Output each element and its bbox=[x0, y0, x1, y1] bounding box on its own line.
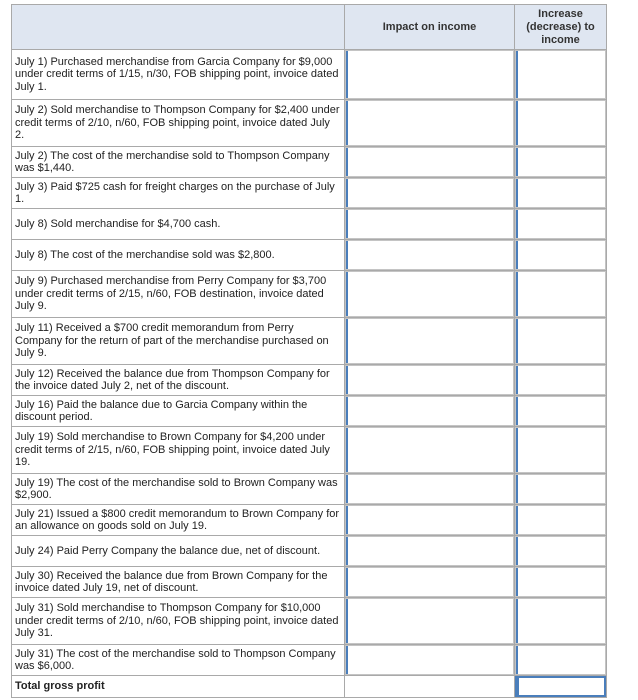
total-gross-profit-label: Total gross profit bbox=[12, 676, 345, 698]
change-cell bbox=[515, 427, 607, 474]
change-input[interactable] bbox=[515, 536, 606, 566]
impact-cell bbox=[345, 536, 515, 567]
impact-input[interactable] bbox=[345, 100, 514, 146]
transaction-description: July 19) The cost of the merchandise sold to Brown Company was $2,900. bbox=[12, 474, 345, 505]
transaction-description: July 1) Purchased merchandise from Garcia Company for $9,000 under credit terms of 1/15, n/30, FOB shipping point, invoice dated July 1. bbox=[12, 50, 345, 100]
change-input[interactable] bbox=[515, 178, 606, 208]
total-change-cell bbox=[515, 676, 607, 698]
table-row bbox=[12, 505, 607, 536]
change-cell bbox=[515, 271, 607, 318]
impact-input[interactable] bbox=[345, 50, 514, 99]
total-row bbox=[12, 676, 607, 698]
transaction-description: July 2) The cost of the merchandise sold to Thompson Company was $1,440. bbox=[12, 147, 345, 178]
header-description bbox=[12, 5, 345, 50]
transaction-description: July 8) The cost of the merchandise sold was $2,800. bbox=[12, 240, 345, 271]
table-row bbox=[12, 100, 607, 147]
impact-cell bbox=[345, 209, 515, 240]
change-cell bbox=[515, 365, 607, 396]
transaction-description: July 19) Sold merchandise to Brown Company for $4,200 under credit terms of 2/15, n/60, FOB shipping point, invoice dated July 19. bbox=[12, 427, 345, 474]
change-cell bbox=[515, 474, 607, 505]
impact-cell bbox=[345, 147, 515, 178]
impact-cell bbox=[345, 427, 515, 474]
change-input[interactable] bbox=[515, 396, 606, 426]
impact-input[interactable] bbox=[345, 505, 514, 535]
change-input[interactable] bbox=[515, 147, 606, 177]
table-row bbox=[12, 427, 607, 474]
total-gross-profit-input[interactable] bbox=[515, 676, 606, 697]
impact-cell bbox=[345, 271, 515, 318]
change-input[interactable] bbox=[515, 567, 606, 597]
transaction-description: July 3) Paid $725 cash for freight charges on the purchase of July 1. bbox=[12, 178, 345, 209]
transaction-description: July 12) Received the balance due from Thompson Company for the invoice dated July 2, net of the discount. bbox=[12, 365, 345, 396]
change-cell bbox=[515, 178, 607, 209]
impact-input[interactable] bbox=[345, 396, 514, 426]
impact-cell bbox=[345, 100, 515, 147]
change-input[interactable] bbox=[515, 474, 606, 504]
table-row bbox=[12, 318, 607, 365]
table-row bbox=[12, 365, 607, 396]
impact-cell bbox=[345, 240, 515, 271]
change-cell bbox=[515, 100, 607, 147]
change-cell bbox=[515, 147, 607, 178]
change-cell bbox=[515, 396, 607, 427]
table-row bbox=[12, 178, 607, 209]
change-cell bbox=[515, 209, 607, 240]
impact-input[interactable] bbox=[345, 474, 514, 504]
table-row bbox=[12, 598, 607, 645]
impact-input[interactable] bbox=[345, 598, 514, 644]
impact-cell bbox=[345, 178, 515, 209]
table-row bbox=[12, 396, 607, 427]
impact-input[interactable] bbox=[345, 240, 514, 270]
total-impact-empty bbox=[345, 676, 515, 698]
transaction-description: July 31) The cost of the merchandise sold to Thompson Company was $6,000. bbox=[12, 645, 345, 676]
change-cell bbox=[515, 318, 607, 365]
change-cell bbox=[515, 536, 607, 567]
impact-cell bbox=[345, 365, 515, 396]
change-input[interactable] bbox=[515, 50, 606, 99]
change-input[interactable] bbox=[515, 209, 606, 239]
impact-input[interactable] bbox=[345, 645, 514, 675]
transaction-description: July 24) Paid Perry Company the balance due, net of discount. bbox=[12, 536, 345, 567]
impact-input[interactable] bbox=[345, 365, 514, 395]
change-input[interactable] bbox=[515, 240, 606, 270]
table-row bbox=[12, 474, 607, 505]
change-input[interactable] bbox=[515, 505, 606, 535]
table-row bbox=[12, 147, 607, 178]
change-input[interactable] bbox=[515, 271, 606, 317]
change-cell bbox=[515, 598, 607, 645]
transactions-table bbox=[11, 4, 607, 698]
transaction-description: July 16) Paid the balance due to Garcia Company within the discount period. bbox=[12, 396, 345, 427]
change-cell bbox=[515, 567, 607, 598]
impact-cell bbox=[345, 505, 515, 536]
impact-input[interactable] bbox=[345, 427, 514, 473]
impact-cell bbox=[345, 396, 515, 427]
transaction-description: July 2) Sold merchandise to Thompson Company for $2,400 under credit terms of 2/10, n/60, FOB shipping point, invoice dated July 2. bbox=[12, 100, 345, 147]
impact-input[interactable] bbox=[345, 567, 514, 597]
impact-cell bbox=[345, 50, 515, 100]
table-row bbox=[12, 209, 607, 240]
table-row bbox=[12, 536, 607, 567]
impact-input[interactable] bbox=[345, 178, 514, 208]
header-row bbox=[12, 5, 607, 50]
change-input[interactable] bbox=[515, 645, 606, 675]
impact-cell bbox=[345, 474, 515, 505]
transaction-description: July 21) Issued a $800 credit memorandum to Brown Company for an allowance on goods sold on July 19. bbox=[12, 505, 345, 536]
change-cell bbox=[515, 50, 607, 100]
change-cell bbox=[515, 240, 607, 271]
impact-input[interactable] bbox=[345, 209, 514, 239]
change-input[interactable] bbox=[515, 427, 606, 473]
change-input[interactable] bbox=[515, 365, 606, 395]
table-row bbox=[12, 240, 607, 271]
table-row bbox=[12, 645, 607, 676]
change-input[interactable] bbox=[515, 598, 606, 644]
change-input[interactable] bbox=[515, 100, 606, 146]
impact-input[interactable] bbox=[345, 318, 514, 364]
impact-cell bbox=[345, 598, 515, 645]
impact-cell bbox=[345, 645, 515, 676]
table-row bbox=[12, 271, 607, 318]
transaction-description: July 11) Received a $700 credit memorandum from Perry Company for the return of part of the merchandise purchased on July 9. bbox=[12, 318, 345, 365]
table-row bbox=[12, 50, 607, 100]
header-impact-on-income: Impact on income bbox=[345, 5, 515, 50]
impact-cell bbox=[345, 567, 515, 598]
impact-cell bbox=[345, 318, 515, 365]
transaction-description: July 8) Sold merchandise for $4,700 cash. bbox=[12, 209, 345, 240]
impact-input[interactable] bbox=[345, 271, 514, 317]
transaction-description: July 31) Sold merchandise to Thompson Company for $10,000 under credit terms of 2/10, n/60, FOB shipping point, invoice dated July 31. bbox=[12, 598, 345, 645]
change-input[interactable] bbox=[515, 318, 606, 364]
change-cell bbox=[515, 505, 607, 536]
transaction-description: July 9) Purchased merchandise from Perry Company for $3,700 under credit terms of 2/15, n/60, FOB destination, invoice dated July 9. bbox=[12, 271, 345, 318]
header-increase-decrease: Increase (decrease) to income bbox=[515, 5, 607, 50]
transaction-description: July 30) Received the balance due from Brown Company for the invoice dated July 19, net of discount. bbox=[12, 567, 345, 598]
impact-input[interactable] bbox=[345, 536, 514, 566]
impact-input[interactable] bbox=[345, 147, 514, 177]
change-cell bbox=[515, 645, 607, 676]
table-row bbox=[12, 567, 607, 598]
